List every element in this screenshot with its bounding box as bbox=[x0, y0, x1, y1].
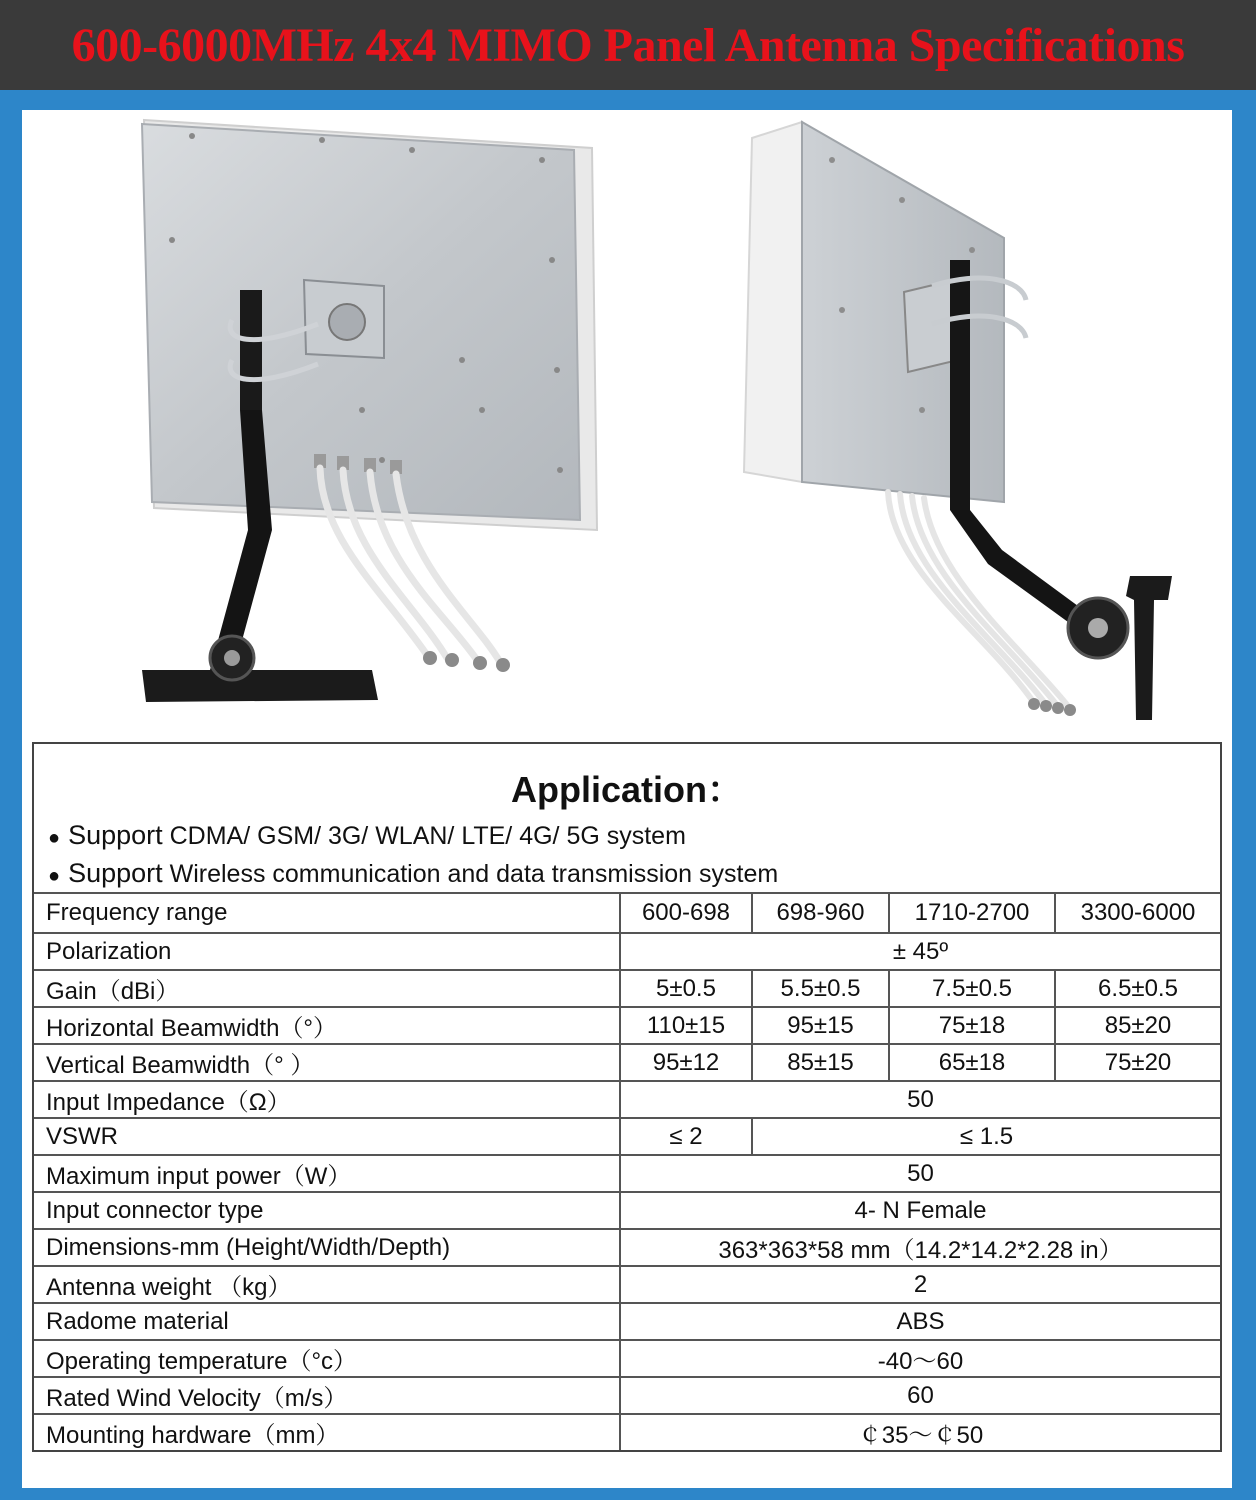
spec-label: VSWR bbox=[34, 1118, 620, 1155]
spec-label: Gain（dBi） bbox=[34, 970, 620, 1007]
table-row bbox=[34, 1266, 1220, 1303]
table-row bbox=[34, 1192, 1220, 1229]
product-photo-left bbox=[122, 110, 642, 740]
spec-label: Input connector type bbox=[34, 1192, 620, 1229]
content-panel bbox=[22, 110, 1232, 1488]
table-row bbox=[34, 1081, 1220, 1118]
table-row bbox=[34, 1414, 1220, 1450]
wall-bracket bbox=[1126, 576, 1172, 720]
application-bullet: ● Support Wireless communication and data transmission system bbox=[48, 858, 779, 888]
spec-label: Antenna weight （kg） bbox=[34, 1266, 620, 1303]
spec-value: 85±15 bbox=[752, 1044, 889, 1081]
spec-value: 7.5±0.5 bbox=[889, 970, 1055, 1007]
table-row bbox=[34, 970, 1220, 1007]
band-1710: 1710-2700 bbox=[889, 893, 1055, 933]
spec-value: 363*363*58 mm（14.2*14.2*2.28 in） bbox=[620, 1229, 1220, 1266]
spec-value: -40～60 bbox=[620, 1340, 1220, 1377]
spec-value: ABS bbox=[620, 1303, 1220, 1340]
table-row bbox=[34, 1118, 1220, 1155]
spec-value: 75±18 bbox=[889, 1007, 1055, 1044]
table-row bbox=[34, 1007, 1220, 1044]
table-row bbox=[34, 933, 1220, 970]
antenna-side-illustration bbox=[722, 110, 1202, 740]
spec-value: 50 bbox=[620, 1155, 1220, 1192]
back-plate-side bbox=[802, 122, 1004, 502]
bullet-icon: ● bbox=[48, 865, 61, 887]
spec-label: Radome material bbox=[34, 1303, 620, 1340]
spec-value: 2 bbox=[620, 1266, 1220, 1303]
spec-label: Operating temperature（°c） bbox=[34, 1340, 620, 1377]
spec-value: 110±15 bbox=[620, 1007, 752, 1044]
table-row bbox=[34, 1377, 1220, 1414]
spec-value: 65±18 bbox=[889, 1044, 1055, 1081]
spec-value: 4- N Female bbox=[620, 1192, 1220, 1229]
spec-value: 60 bbox=[620, 1377, 1220, 1414]
band-600: 600-698 bbox=[620, 893, 752, 933]
application-bullets bbox=[34, 802, 1220, 892]
table-row bbox=[34, 1303, 1220, 1340]
title-banner bbox=[0, 0, 1256, 90]
table-row bbox=[34, 1155, 1220, 1192]
spec-label: Polarization bbox=[34, 933, 620, 970]
spec-value: 85±20 bbox=[1055, 1007, 1220, 1044]
spec-sheet bbox=[32, 742, 1222, 1452]
spec-value: 50 bbox=[620, 1081, 1220, 1118]
spec-table bbox=[34, 892, 1220, 1450]
spec-value: ± 45º bbox=[620, 933, 1220, 970]
spec-label: Vertical Beamwidth（° ） bbox=[34, 1044, 620, 1081]
application-bullet: ● Support CDMA/ GSM/ 3G/ WLAN/ LTE/ 4G/ 5G system bbox=[48, 820, 686, 850]
spec-value: 95±15 bbox=[752, 1007, 889, 1044]
spec-label: Input Impedance（Ω） bbox=[34, 1081, 620, 1118]
spec-label: Rated Wind Velocity（m/s） bbox=[34, 1377, 620, 1414]
table-row bbox=[34, 893, 1220, 933]
spec-value: 95±12 bbox=[620, 1044, 752, 1081]
application-title: Application： bbox=[511, 769, 743, 810]
radome-side bbox=[744, 122, 802, 482]
spec-label: Horizontal Beamwidth（°） bbox=[34, 1007, 620, 1044]
spec-value: ￠35～￠50 bbox=[620, 1414, 1220, 1450]
spec-label: Dimensions-mm (Height/Width/Depth) bbox=[34, 1229, 620, 1266]
spec-value: 5.5±0.5 bbox=[752, 970, 889, 1007]
spec-value: 6.5±0.5 bbox=[1055, 970, 1220, 1007]
table-row bbox=[34, 1340, 1220, 1377]
spec-label: Maximum input power（W） bbox=[34, 1155, 620, 1192]
antenna-front-illustration bbox=[122, 110, 642, 740]
spec-value: ≤ 2 bbox=[620, 1118, 752, 1155]
table-row bbox=[34, 1229, 1220, 1266]
band-3300: 3300-6000 bbox=[1055, 893, 1220, 933]
product-photo-right bbox=[722, 110, 1202, 740]
spec-value: 5±0.5 bbox=[620, 970, 752, 1007]
table-row bbox=[34, 1044, 1220, 1081]
spec-label: Mounting hardware（mm） bbox=[34, 1414, 620, 1450]
spec-value: 75±20 bbox=[1055, 1044, 1220, 1081]
spec-value: ≤ 1.5 bbox=[752, 1118, 1220, 1155]
spec-label: Frequency range bbox=[34, 893, 620, 933]
page-title: 600-6000MHz 4x4 MIMO Panel Antenna Specifications bbox=[71, 18, 1185, 72]
base-bracket bbox=[142, 670, 378, 702]
band-698: 698-960 bbox=[752, 893, 889, 933]
bullet-icon: ● bbox=[48, 827, 61, 849]
